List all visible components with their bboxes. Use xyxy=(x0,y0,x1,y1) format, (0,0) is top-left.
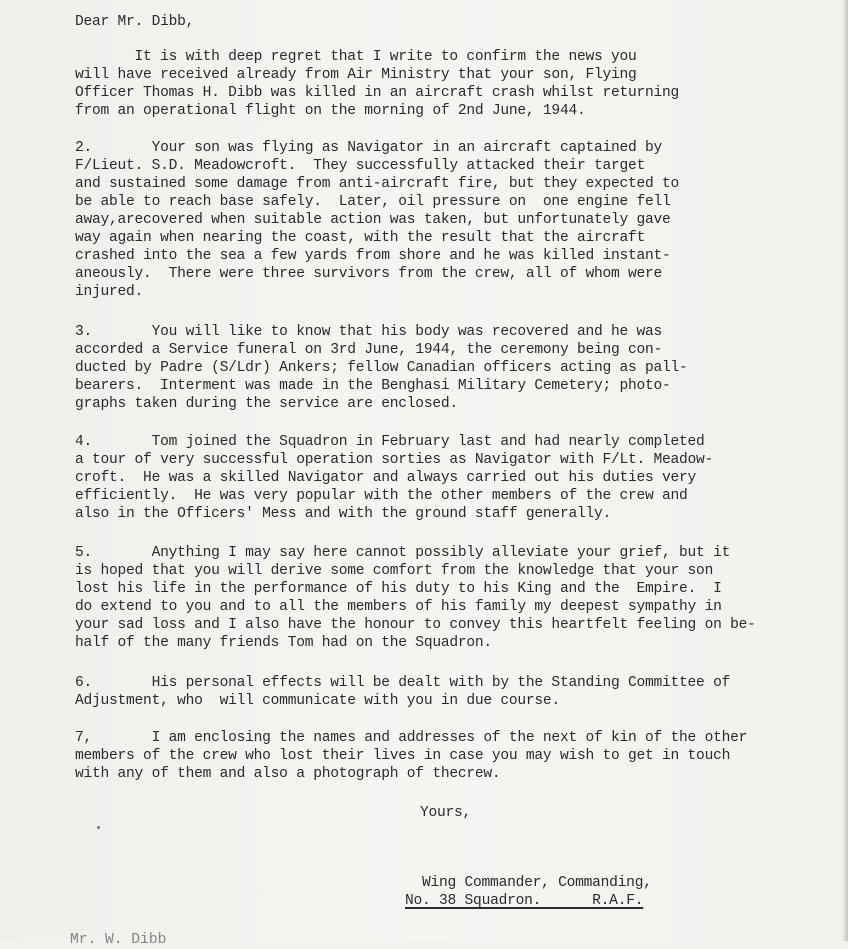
signature-unit: No. 38 Squadron. R.A.F. xyxy=(405,893,644,909)
paragraph-4-line: croft. He was a skilled Navigator and always carried out his duties very xyxy=(75,470,697,486)
paragraph-6-line: 6. His personal effects will be dealt with by the Standing Committee of xyxy=(75,675,731,691)
signature-title: Wing Commander, Commanding, xyxy=(422,875,652,891)
paragraph-5-line: do extend to you and to all the members of his family my deepest sympathy in xyxy=(75,599,722,615)
paragraph-1-line: from an operational flight on the morning of 2nd June, 1944. xyxy=(75,103,586,119)
paragraph-2-line: aneously. There were three survivors from the crew, all of whom were xyxy=(75,266,663,282)
paragraph-2-line: crashed into the sea a few yards from shore and he was killed instant- xyxy=(75,248,671,264)
paragraph-5-line: your sad loss and I also have the honour to convey this heartfelt feeling on be- xyxy=(75,617,756,633)
paragraph-2-line: and sustained some damage from anti-aircraft fire, but they expected to xyxy=(75,176,680,192)
paragraph-3-line: bearers. Interment was made in the Benghasi Military Cemetery; photo- xyxy=(75,378,671,394)
paragraph-5-line: 5. Anything I may say here cannot possibly alleviate your grief, but it xyxy=(75,545,731,561)
paragraph-4-line: also in the Officers' Mess and with the ground staff generally. xyxy=(75,506,611,522)
paragraph-7-line: with any of them and also a photograph of thecrew. xyxy=(75,766,501,782)
paragraph-3-line: ducted by Padre (S/Ldr) Ankers; fellow Canadian officers acting as pall- xyxy=(75,360,688,376)
paragraph-2-line: F/Lieut. S.D. Meadowcroft. They successfully attacked their target xyxy=(75,158,646,174)
paragraph-2-line: way again when nearing the coast, with the result that the aircraft xyxy=(75,230,646,246)
paragraph-4-line: efficiently. He was very popular with the other members of the crew and xyxy=(75,488,688,504)
paragraph-6-line: Adjustment, who will communicate with you in due course. xyxy=(75,693,560,709)
paragraph-5-line: is hoped that you will derive some comfort from the knowledge that your son xyxy=(75,563,714,579)
paragraph-2-line: be able to reach base safely. Later, oil pressure on one engine fell xyxy=(75,194,671,210)
paragraph-3-line: graphs taken during the service are enclosed. xyxy=(75,396,458,412)
paragraph-2-line: 2. Your son was flying as Navigator in an aircraft captained by xyxy=(75,140,663,156)
paragraph-2-line: away,arecovered when suitable action was taken, but unfortunately gave xyxy=(75,212,671,228)
paragraph-3-line: 3. You will like to know that his body was recovered and he was xyxy=(75,324,663,340)
page-edge-shadow xyxy=(842,0,848,941)
paragraph-1-line: will have received already from Air Ministry that your son, Flying xyxy=(75,67,637,83)
paragraph-4-line: 4. Tom joined the Squadron in February last and had nearly completed xyxy=(75,434,705,450)
paragraph-7-line: 7, I am enclosing the names and addresses of the next of kin of the other xyxy=(75,730,748,746)
closing: Yours, xyxy=(420,805,472,821)
paragraph-4-line: a tour of very successful operation sorties as Navigator with F/Lt. Meadow- xyxy=(75,452,714,468)
paragraph-7-line: members of the crew who lost their lives in case you may wish to get in touch xyxy=(75,748,731,764)
paragraph-5-line: lost his life in the performance of his duty to his King and the Empire. I xyxy=(75,581,722,597)
paragraph-3-line: accorded a Service funeral on 3rd June, 1944, the ceremony being con- xyxy=(75,342,663,358)
paragraph-1-line: Officer Thomas H. Dibb was killed in an aircraft crash whilst returning xyxy=(75,85,680,101)
footer-address-fragment: Mr. W. Dibb xyxy=(70,932,167,948)
paragraph-2-line: injured. xyxy=(75,284,144,300)
salutation: Dear Mr. Dibb, xyxy=(75,14,195,30)
paper-speck xyxy=(97,826,100,829)
paragraph-1-line: It is with deep regret that I write to confirm the news you xyxy=(75,49,637,65)
paragraph-5-line: half of the many friends Tom had on the Squadron. xyxy=(75,635,492,651)
